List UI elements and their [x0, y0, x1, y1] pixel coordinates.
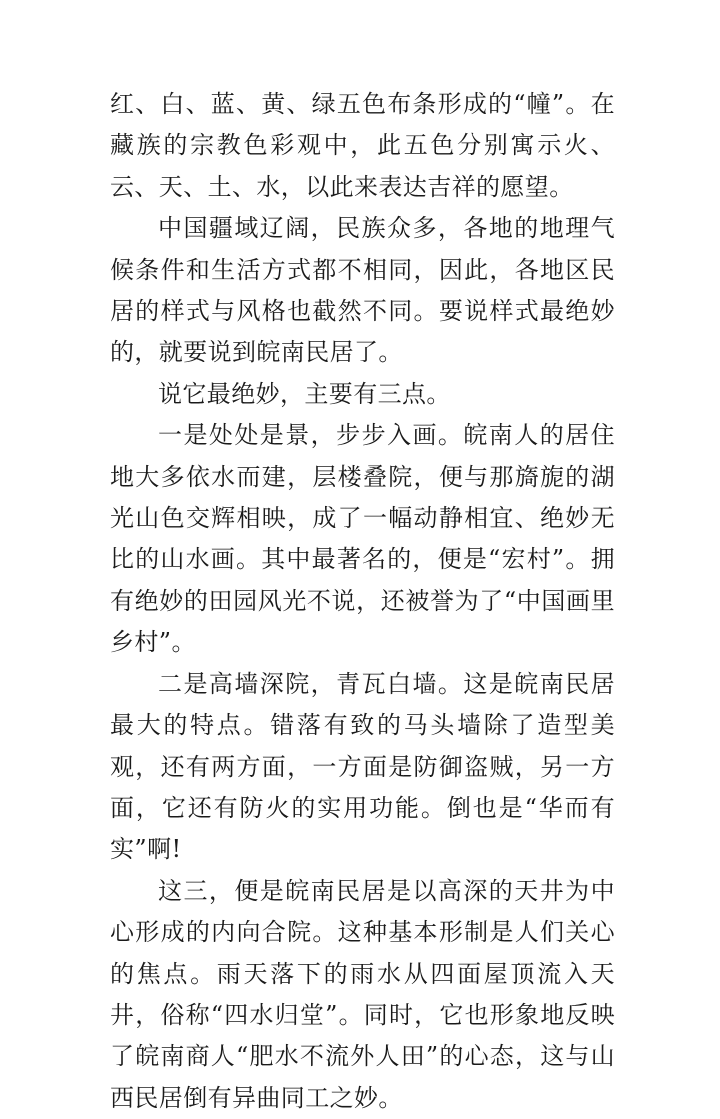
paragraph-continuation: 红、白、蓝、黄、绿五色布条形成的“幢”。在藏族的宗教色彩观中，此五色分别寓示火、云、天、土、水，以此来表达吉祥的愿望。 — [110, 90, 615, 201]
paragraph-regions: 中国疆域辽阔，民族众多，各地的地理气候条件和生活方式都不相同，因此，各地区民居的样式与风格也截然不同。要说样式最绝妙的，就要说到皖南民居了。 — [110, 214, 615, 367]
paragraph-point-two: 二是高墙深院，青瓦白墙。这是皖南民居最大的特点。错落有致的马头墙除了造型美观，还有两方面，一方面是防御盗贼，另一方面，它还有防火的实用功能。倒也是“华而有实”啊! — [110, 669, 615, 864]
paragraph-point-three: 这三，便是皖南民居是以高深的天井为中心形成的内向合院。这种基本形制是人们关心的焦点。雨天落下的雨水从四面屋顶流入天井，俗称“四水归堂”。同时，它也形象地反映了皖南商人“肥水不流外人田”的心态，这与山西民居倒有异曲同工之妙。 — [110, 876, 615, 1112]
paragraph-three-points: 说它最绝妙，主要有三点。 — [158, 379, 451, 408]
paragraph-point-one: 一是处处是景，步步入画。皖南人的居住地大多依水而建，层楼叠院，便与那旖旎的湖光山色交辉相映，成了一幅动静相宜、绝妙无比的山水画。其中最著名的，便是“宏村”。拥有绝妙的田园风光不说，还被誉为了“中国画里乡村”。 — [110, 421, 615, 657]
document-body — [110, 84, 615, 1119]
